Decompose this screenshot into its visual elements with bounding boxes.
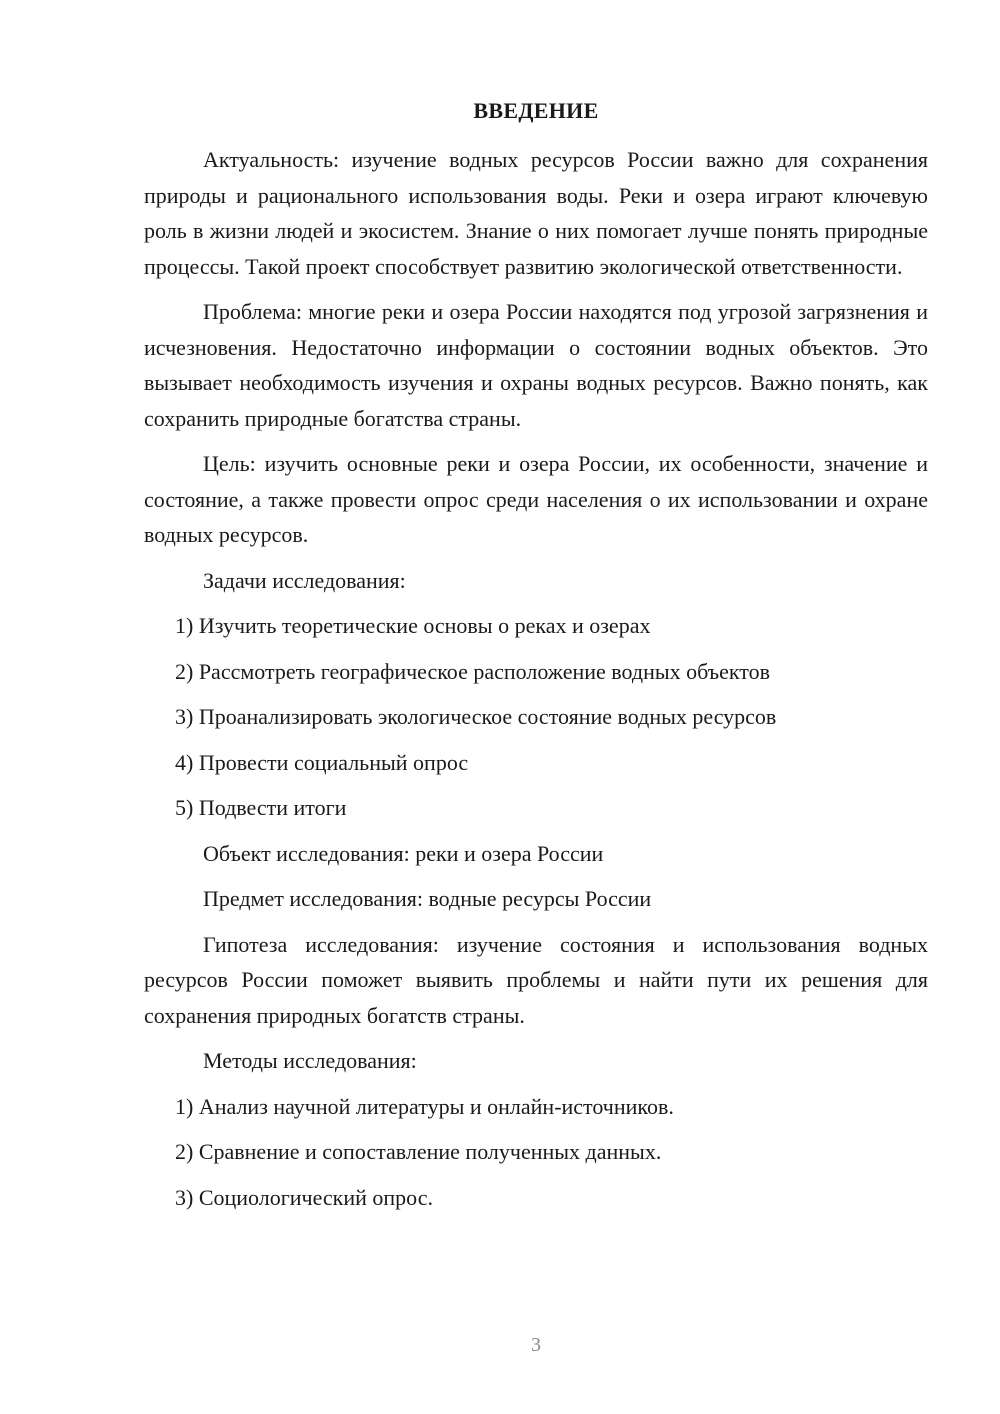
tasks-heading: Задачи исследования: — [203, 567, 406, 593]
relevance-paragraph: Актуальность: изучение водных ресурсов России важно для сохранения природы и рационального использования воды. Реки и озера играют ключевую роль в жизни людей и экосистем. Знание о них помогает лучше понять природные процессы. Такой проект способствует развитию экологической ответственности. — [144, 147, 928, 279]
list-item: 1) Анализ научной литературы и онлайн-источников. — [175, 1093, 674, 1119]
list-item: 2) Сравнение и сопоставление полученных данных. — [175, 1139, 662, 1164]
list-item: 3) Социологический опрос. — [175, 1184, 433, 1210]
research-object: Объект исследования: реки и озера России — [203, 840, 604, 866]
hypothesis-paragraph: Гипотеза исследования: изучение состояния и использования водных ресурсов России поможет выявить проблемы и найти пути их решения для сохранения природных богатств страны. — [144, 931, 928, 1028]
tasks-list — [144, 608, 928, 826]
document-body — [144, 142, 928, 1225]
methods-list — [144, 1089, 928, 1216]
research-subject: Предмет исследования: водные ресурсы России — [203, 886, 652, 911]
list-item: 2) Рассмотреть географическое расположение водных объектов — [175, 658, 771, 684]
page-number: 3 — [531, 1334, 541, 1356]
page-title: ВВЕДЕНИЕ — [473, 98, 599, 123]
methods-heading: Методы исследования: — [203, 1048, 417, 1073]
list-item: 3) Проанализировать экологическое состояние водных ресурсов — [175, 704, 777, 729]
problem-paragraph: Проблема: многие реки и озера России находятся под угрозой загрязнения и исчезновения. Недостаточно информации о состоянии водных объектов. Это вызывает необходимость изучения и охраны водных ресурсов. Важно понять, как сохранить природные богатства страны. — [144, 299, 928, 431]
list-item: 4) Провести социальный опрос — [175, 749, 469, 775]
goal-paragraph: Цель: изучить основные реки и озера России, их особенности, значение и состояние, а также провести опрос среди населения о их использовании и охране водных ресурсов. — [144, 451, 928, 547]
list-item: 1) Изучить теоретические основы о реках и озерах — [175, 613, 651, 638]
list-item: 5) Подвести итоги — [175, 795, 347, 820]
